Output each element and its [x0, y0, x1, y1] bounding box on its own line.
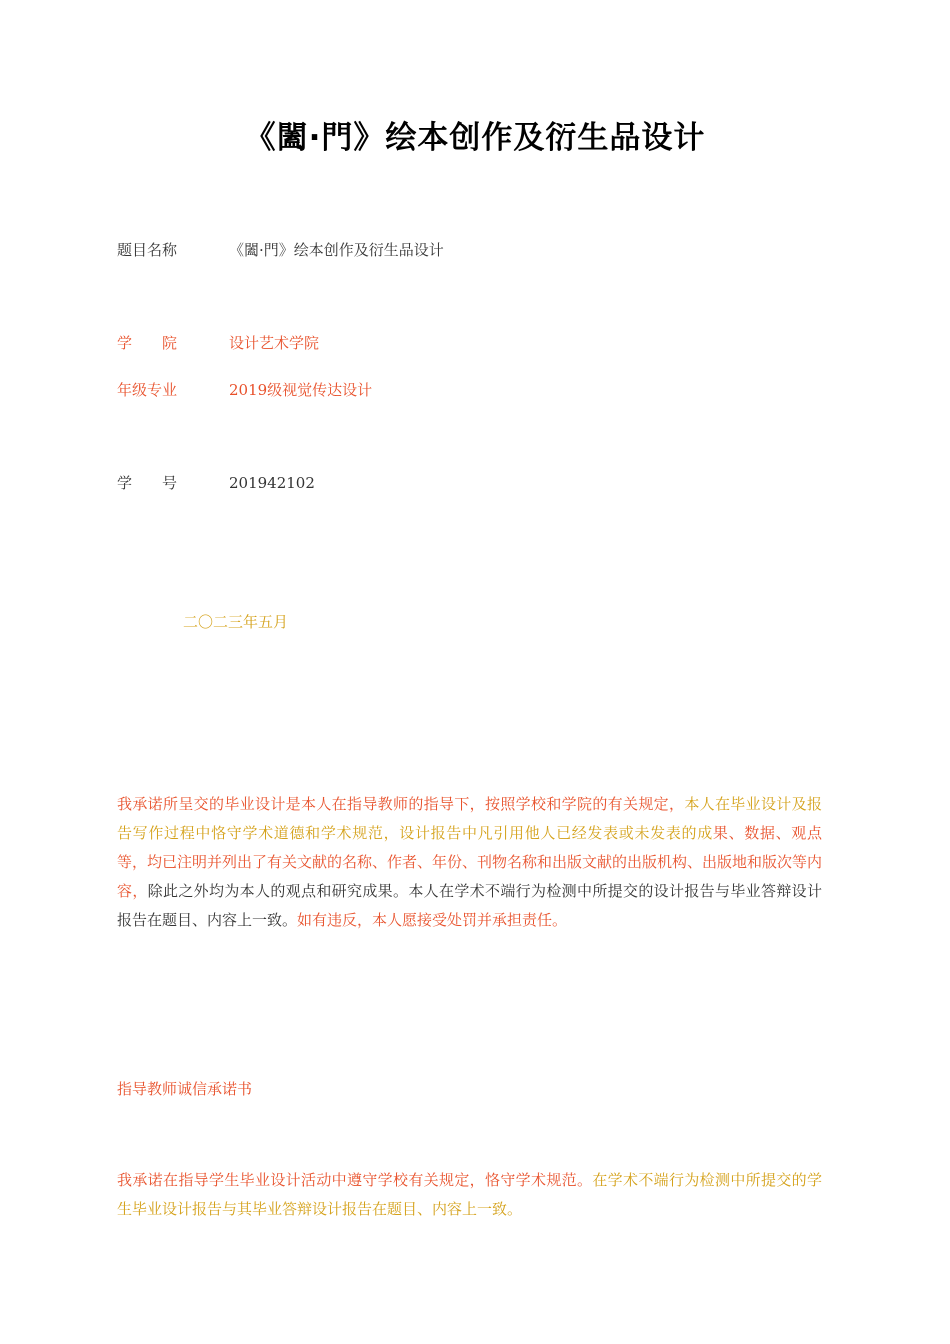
college-label: 学 院 — [117, 334, 178, 352]
student-pledge-paragraph — [117, 790, 822, 935]
topic-value: 《闔·門》绘本创作及衍生品设计 — [229, 241, 444, 259]
page-title: 《闔·門》绘本创作及衍生品设计 — [244, 120, 706, 156]
student-id-label: 学 号 — [117, 474, 178, 492]
major-field — [117, 380, 372, 400]
student-pledge-part4: 除此之外均为本人的观点和研究成果。本人在学术不端行为检测中所提交的设计报告与毕业答辩设计报告在题目、内容上一致。 — [117, 882, 822, 929]
student-pledge-part5: 如有违反，本人愿接受处罚并承担责任。 — [297, 911, 568, 929]
college-value: 设计艺术学院 — [229, 334, 320, 352]
topic-label: 题目名称 — [117, 241, 178, 259]
major-value: 2019级视觉传达设计 — [229, 381, 373, 399]
major-label: 年级专业 — [117, 381, 178, 399]
student-id-value: 201942102 — [229, 474, 315, 492]
student-pledge-part1: 我承诺所呈交的毕业设计是本人在指导教师的指导下，按照学校和学院的有关规定， — [117, 795, 685, 813]
teacher-pledge-part1: 我承诺在指导学生毕业设计活动中遵守学校有关规定，恪守学术规范。 — [117, 1171, 593, 1189]
student-pledge-part3: 果、数据、观点等，均已注明并列出了有关文献的名称、作者、年份、刊物名称和出版文献的出版机构、出版地和版次等内容， — [117, 824, 823, 900]
date-text: 二〇二三年五月 — [183, 613, 289, 631]
teacher-pledge-part2: 在学术不端行为检测中所提交的学生毕业设计报告与其毕业答辩设计报告在题目、内容上一致。 — [117, 1171, 822, 1218]
college-field — [117, 333, 319, 353]
student-id-field — [117, 473, 315, 493]
teacher-pledge-heading: 指导教师诚信承诺书 — [117, 1080, 253, 1098]
topic-field — [117, 240, 444, 260]
student-pledge-part2: 本人在毕业设计及报告写作过程中恪守学术道德和学术规范，设计报告中凡引用他人已经发表或未发表的成 — [117, 795, 822, 842]
teacher-pledge-paragraph — [117, 1166, 822, 1224]
